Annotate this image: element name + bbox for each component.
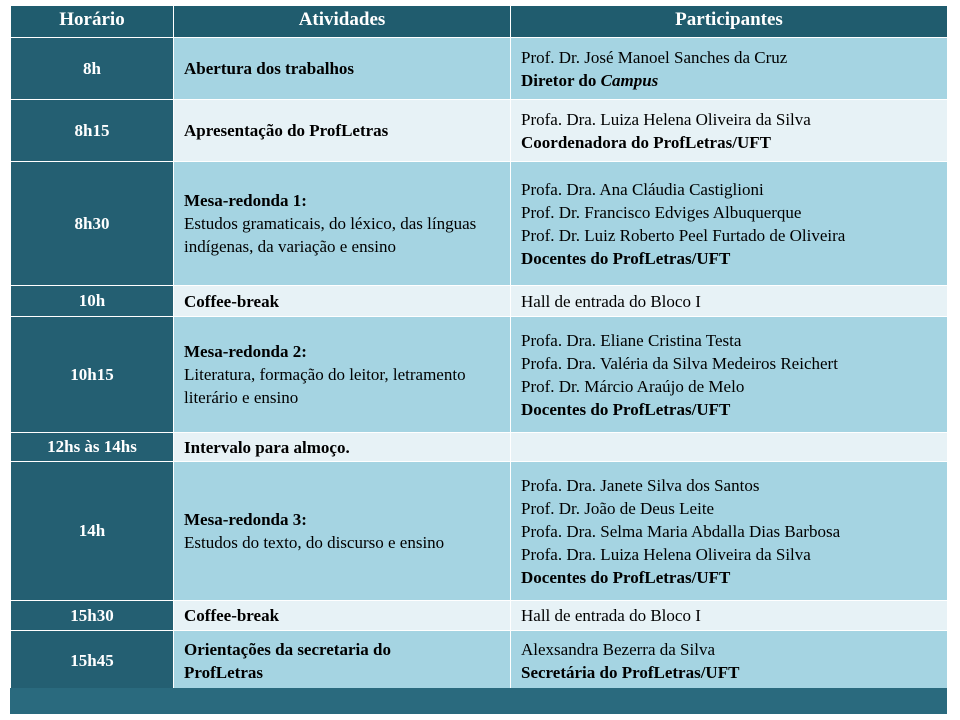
header-row [11, 6, 948, 38]
participant-name: Prof. Dr. José Manoel Sanches da Cruz [521, 47, 788, 67]
activity-title: Mesa-redonda 3: [184, 510, 307, 529]
participant-name: Profa. Dra. Selma Maria Abdalla Dias Barbosa [521, 521, 841, 541]
activity-description: Estudos gramaticais, do léxico, das línguas indígenas, da variação e ensino [184, 214, 477, 256]
activity-title: Mesa-redonda 2: [184, 342, 307, 361]
table-row [11, 286, 948, 317]
activity-cell [174, 162, 511, 286]
participant-name: Profa. Dra. Ana Cláudia Castiglioni [521, 179, 764, 199]
table-row [11, 433, 948, 462]
activity-title: Coffee-break [184, 606, 280, 625]
schedule-table [10, 5, 948, 691]
activity-title: Coffee-break [184, 291, 280, 311]
time-cell: 8h30 [11, 162, 174, 286]
activity-cell [174, 38, 511, 100]
table-row [11, 38, 948, 100]
role-emphasis: Campus [600, 70, 659, 90]
participants-cell [511, 601, 948, 631]
participants-cell [511, 162, 948, 286]
activity-cell [174, 100, 511, 162]
role-prefix: Diretor do [521, 70, 601, 90]
header-time: Horário [11, 6, 174, 38]
header-participants: Participantes [511, 6, 948, 38]
participant-name: Alexsandra Bezerra da Silva [521, 639, 715, 659]
participants-cell [511, 317, 948, 433]
participants-cell [511, 286, 948, 317]
time-cell: 8h15 [11, 100, 174, 162]
activity-title: Mesa-redonda 1: [184, 191, 307, 210]
footer-bar [10, 688, 947, 714]
time-cell: 14h [11, 462, 174, 601]
participant-role: Docentes do ProfLetras/UFT [521, 248, 731, 268]
table-row [11, 162, 948, 286]
participants-cell [511, 100, 948, 162]
activity-title: Abertura dos trabalhos [184, 59, 355, 78]
time-cell: 10h [11, 286, 174, 317]
participant-name: Hall de entrada do Bloco I [521, 291, 701, 311]
participants-cell [511, 462, 948, 601]
participant-name: Hall de entrada do Bloco I [521, 606, 701, 625]
time-cell: 10h15 [11, 317, 174, 433]
table-row [11, 317, 948, 433]
participant-name: Prof. Dr. Márcio Araújo de Melo [521, 376, 745, 396]
table-row [11, 100, 948, 162]
time-cell: 15h30 [11, 601, 174, 631]
participants-cell [511, 631, 948, 691]
table-row [11, 631, 948, 691]
participants-cell [511, 433, 948, 462]
time-cell: 8h [11, 38, 174, 100]
participant-role [521, 69, 947, 92]
participant-name: Profa. Dra. Luiza Helena Oliveira da Silva [521, 544, 811, 564]
activity-description: Estudos do texto, do discurso e ensino [184, 533, 445, 552]
participant-name: Profa. Dra. Janete Silva dos Santos [521, 475, 760, 495]
table-row [11, 462, 948, 601]
activity-cell [174, 462, 511, 601]
activity-cell [174, 317, 511, 433]
activity-cell [174, 601, 511, 631]
participant-role: Docentes do ProfLetras/UFT [521, 399, 731, 419]
activity-cell [174, 631, 511, 691]
participants-cell [511, 38, 948, 100]
participant-role: Docentes do ProfLetras/UFT [521, 567, 731, 587]
time-cell: 12hs às 14hs [11, 433, 174, 462]
participant-name: Profa. Dra. Valéria da Silva Medeiros Reichert [521, 353, 838, 373]
participant-name: Prof. Dr. João de Deus Leite [521, 498, 715, 518]
activity-cell [174, 286, 511, 317]
participant-name: Prof. Dr. Luiz Roberto Peel Furtado de Oliveira [521, 225, 846, 245]
header-activities: Atividades [174, 6, 511, 38]
activity-description: Literatura, formação do leitor, letramento literário e ensino [184, 365, 466, 407]
activity-title: Intervalo para almoço. [184, 437, 350, 457]
participant-role: Secretária do ProfLetras/UFT [521, 662, 740, 682]
participant-name: Prof. Dr. Francisco Edviges Albuquerque [521, 202, 802, 222]
time-cell: 15h45 [11, 631, 174, 691]
activity-title: Apresentação do ProfLetras [184, 121, 389, 140]
activity-cell [174, 433, 511, 462]
participant-name: Profa. Dra. Eliane Cristina Testa [521, 330, 742, 350]
participant-role: Coordenadora do ProfLetras/UFT [521, 132, 771, 152]
activity-title: Orientações da secretaria do ProfLetras [184, 639, 391, 682]
participant-name: Profa. Dra. Luiza Helena Oliveira da Silva [521, 109, 811, 129]
table-row [11, 601, 948, 631]
